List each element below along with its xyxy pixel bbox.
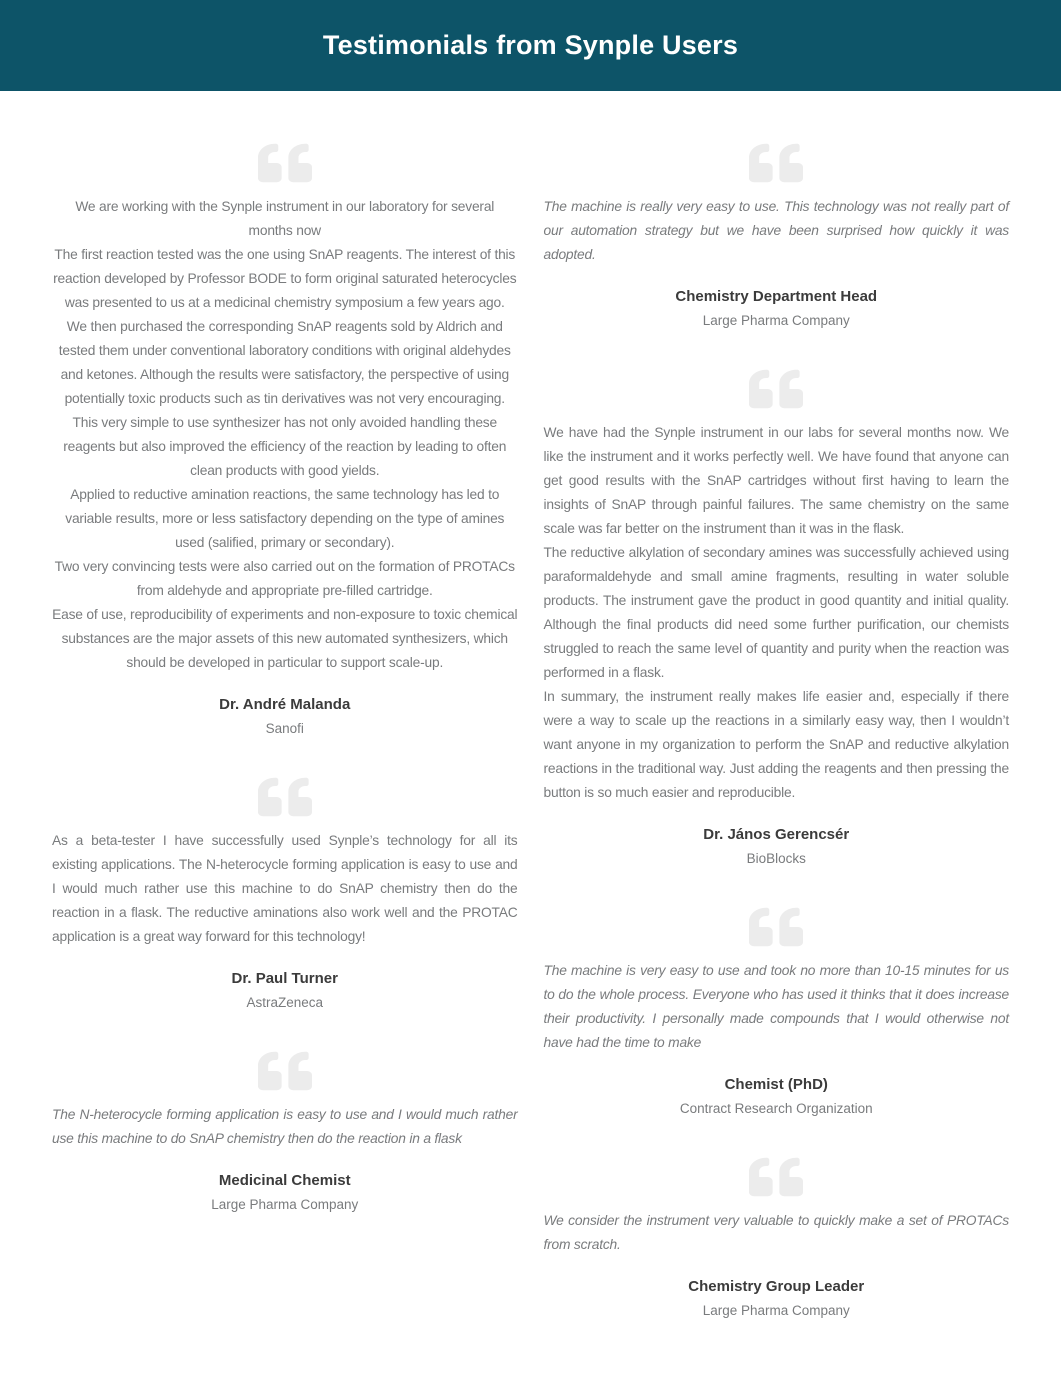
testimonial-card bbox=[544, 1155, 1010, 1323]
testimonial-text bbox=[52, 1103, 518, 1151]
quote-left-icon bbox=[544, 367, 1010, 411]
testimonial-company: Sanofi bbox=[265, 721, 304, 736]
testimonial-paragraph: We then purchased the corresponding SnAP reagents sold by Aldrich and tested them under conventional laboratory conditions with original aldehydes and ketones. Although the results were satisfactory, the perspective of using potentially toxic products such as tin derivatives was not very encouraging. This very simple to use synthesizer has not only avoided handling these reagents but also improved the efficiency of the reaction by leading to often clean products with good yields. bbox=[58, 319, 511, 478]
page-header bbox=[0, 0, 1061, 91]
testimonial-text bbox=[544, 1209, 1010, 1257]
testimonial-paragraph: The reductive alkylation of secondary amines was successfully achieved using paraformaldehyde and small amine fragments, resulting in water soluble products. The instrument gave the product in good quantity and initial quality. Although the final products did need some further purification, our chemists struggled to reach the same level of quantity and purity when the reaction was performed in a flask. bbox=[543, 545, 1009, 680]
testimonial-text bbox=[544, 195, 1010, 267]
testimonial-paragraph: The machine is very easy to use and took no more than 10-15 minutes for us to do the whole process. Everyone who has used it thinks that it does increase their productivity. I personally made compounds that I would otherwise not have had the time to make bbox=[543, 963, 1009, 1050]
testimonial-card bbox=[52, 1049, 518, 1217]
testimonial-author: Dr. André Malanda bbox=[219, 696, 351, 713]
quote-left-icon bbox=[544, 1155, 1010, 1199]
testimonial-paragraph: We are working with the Synple instrument in our laboratory for several months now bbox=[75, 199, 495, 238]
testimonial-paragraph: As a beta-tester I have successfully used Synple’s technology for all its existing applications. The N-heterocycle forming application is easy to use and I would much rather use this machine to do SnAP chemistry then do the reaction in a flask. The reductive aminations also work well and the PROTAC application is a great way forward for this technology! bbox=[52, 833, 518, 944]
testimonial-company: Large Pharma Company bbox=[702, 1303, 850, 1318]
testimonials-column-right bbox=[544, 141, 1010, 1357]
testimonial-paragraph: The first reaction tested was the one using SnAP reagents. The interest of this reaction developed by Professor BODE to form original saturated heterocycles was presented to us at a medicinal chemistry symposium a few years ago. bbox=[53, 247, 517, 310]
testimonial-author: Chemistry Department Head bbox=[675, 288, 878, 305]
testimonial-company: BioBlocks bbox=[746, 851, 806, 866]
testimonial-author: Dr. János Gerencsér bbox=[703, 826, 850, 843]
testimonial-company: Contract Research Organization bbox=[679, 1101, 873, 1116]
testimonial-author: Chemist (PhD) bbox=[724, 1076, 828, 1093]
page-title: Testimonials from Synple Users bbox=[322, 30, 739, 60]
testimonial-paragraph: In summary, the instrument really makes life easier and, especially if there were a way to scale up the reactions in a similarly easy way, then I wouldn’t want anyone in my organization to perform the SnAP and reductive alkylation reactions in the traditional way. Just adding the reagents and then pressing the button is so much easier and reproducible. bbox=[543, 689, 1009, 800]
testimonial-text bbox=[52, 195, 518, 675]
quote-left-icon bbox=[544, 905, 1010, 949]
testimonials-column-left bbox=[52, 141, 518, 1357]
testimonial-paragraph: The machine is really very easy to use. This technology was not really part of our automation strategy but we have been surprised how quickly it was adopted. bbox=[543, 199, 1009, 262]
testimonial-paragraph: Two very convincing tests were also carried out on the formation of PROTACs from aldehyde and appropriate pre-filled cartridge. bbox=[54, 559, 515, 598]
testimonial-paragraph: We have had the Synple instrument in our labs for several months now. We like the instrument and it works perfectly well. We have found that anyone can get good results with the SnAP cartridges without first having to learn the insights of SnAP through painful failures. The same chemistry on the same scale was far better on the instrument than it was in the flask. bbox=[543, 425, 1009, 536]
testimonial-paragraph: The N-heterocycle forming application is easy to use and I would much rather use this machine to do SnAP chemistry then do the reaction in a flask bbox=[52, 1107, 518, 1146]
testimonial-paragraph: Applied to reductive amination reactions, the same technology has led to variable results, more or less satisfactory depending on the type of amines used (salified, primary or secondary). bbox=[65, 487, 505, 550]
testimonial-author: Dr. Paul Turner bbox=[231, 970, 338, 987]
quote-left-icon bbox=[544, 141, 1010, 185]
testimonial-company: AstraZeneca bbox=[246, 995, 324, 1010]
testimonial-card bbox=[544, 367, 1010, 871]
testimonial-paragraph: Ease of use, reproducibility of experiments and non-exposure to toxic chemical substances are the major assets of this new automated synthesizers, which should be developed in particular to support scale-up. bbox=[52, 607, 518, 670]
testimonial-card bbox=[544, 905, 1010, 1121]
testimonial-company: Large Pharma Company bbox=[702, 313, 850, 328]
testimonial-text bbox=[52, 829, 518, 949]
testimonial-card bbox=[52, 141, 518, 741]
testimonial-text bbox=[544, 959, 1010, 1055]
quote-left-icon bbox=[52, 141, 518, 185]
testimonial-text bbox=[544, 421, 1010, 805]
quote-left-icon bbox=[52, 775, 518, 819]
testimonial-author: Medicinal Chemist bbox=[218, 1172, 351, 1189]
testimonial-card bbox=[544, 141, 1010, 333]
testimonial-author: Chemistry Group Leader bbox=[688, 1278, 865, 1295]
testimonial-company: Large Pharma Company bbox=[211, 1197, 359, 1212]
testimonials-grid bbox=[0, 91, 1061, 1357]
testimonial-paragraph: We consider the instrument very valuable to quickly make a set of PROTACs from scratch. bbox=[543, 1213, 1009, 1252]
testimonial-card bbox=[52, 775, 518, 1015]
quote-left-icon bbox=[52, 1049, 518, 1093]
